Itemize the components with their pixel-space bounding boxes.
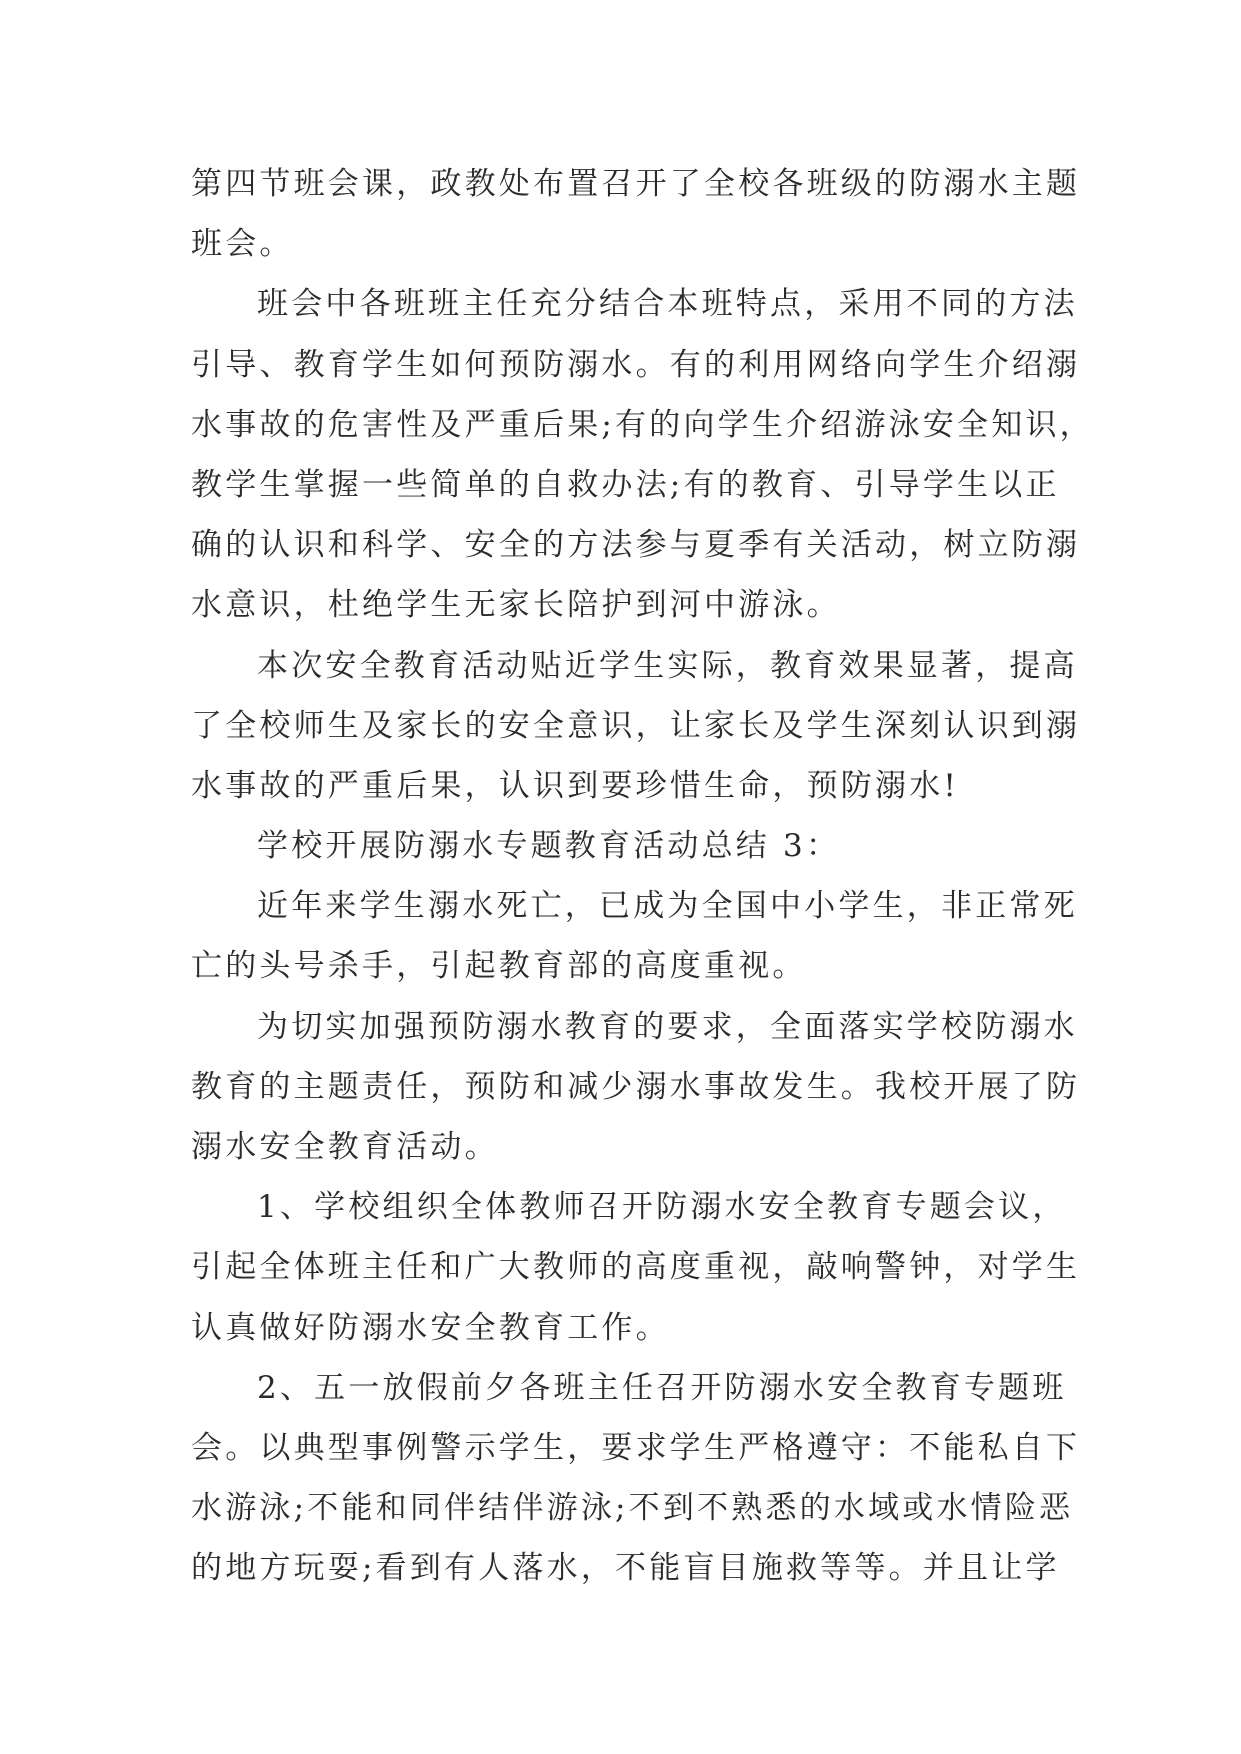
text-line: 近年来学生溺水死亡，已成为全国中小学生，非正常死 <box>257 888 1078 925</box>
text-line: 班会。 <box>191 226 294 263</box>
text-line: 确的认识和科学、安全的方法参与夏季有关活动，树立防溺 <box>191 527 1081 564</box>
text-line: 亡的头号杀手，引起教育部的高度重视。 <box>191 948 807 985</box>
text-line: 引导、教育学生如何预防溺水。有的利用网络向学生介绍溺 <box>191 346 1081 383</box>
text-line: 班会中各班班主任充分结合本班特点，采用不同的方法 <box>257 286 1078 323</box>
text-line: 为切实加强预防溺水教育的要求，全面落实学校防溺水 <box>257 1008 1078 1045</box>
text-line: 溺水安全教育活动。 <box>191 1129 499 1165</box>
text-line: 1、学校组织全体教师召开防溺水安全教育专题会议， <box>257 1189 1067 1226</box>
text-line: 教学生掌握一些简单的自救办法;有的教育、引导学生以正 <box>191 466 1060 503</box>
text-line: 2、五一放假前夕各班主任召开防溺水安全教育专题班 <box>257 1369 1067 1406</box>
section-heading: 学校开展防溺水专题教育活动总结 3： <box>257 828 841 865</box>
text-line: 第四节班会课，政教处布置召开了全校各班级的防溺水主题 <box>191 166 1081 202</box>
text-line: 水事故的危害性及严重后果;有的向学生介绍游泳安全知识， <box>191 406 1094 443</box>
text-line: 的地方玩耍;看到有人落水，不能盲目施救等等。并且让学 <box>191 1550 1060 1587</box>
document-body <box>191 154 1094 1599</box>
text-line: 会。以典型事例警示学生，要求学生严格遵守：不能私自下 <box>191 1429 1081 1466</box>
text-line: 了全校师生及家长的安全意识，让家长及学生深刻认识到溺 <box>191 707 1081 744</box>
text-line: 认真做好防溺水安全教育工作。 <box>191 1309 670 1346</box>
text-line: 水意识，杜绝学生无家长陪护到河中游泳。 <box>191 587 841 624</box>
text-line: 引起全体班主任和广大教师的高度重视，敲响警钟，对学生 <box>191 1249 1081 1286</box>
text-line: 教育的主题责任，预防和减少溺水事故发生。我校开展了防 <box>191 1068 1081 1105</box>
text-line: 水事故的严重后果，认识到要珍惜生命，预防溺水! <box>191 767 960 804</box>
text-line: 本次安全教育活动贴近学生实际，教育效果显著，提高 <box>257 647 1078 684</box>
text-line: 水游泳;不能和同伴结伴游泳;不到不熟悉的水域或水情险恶 <box>191 1490 1074 1527</box>
